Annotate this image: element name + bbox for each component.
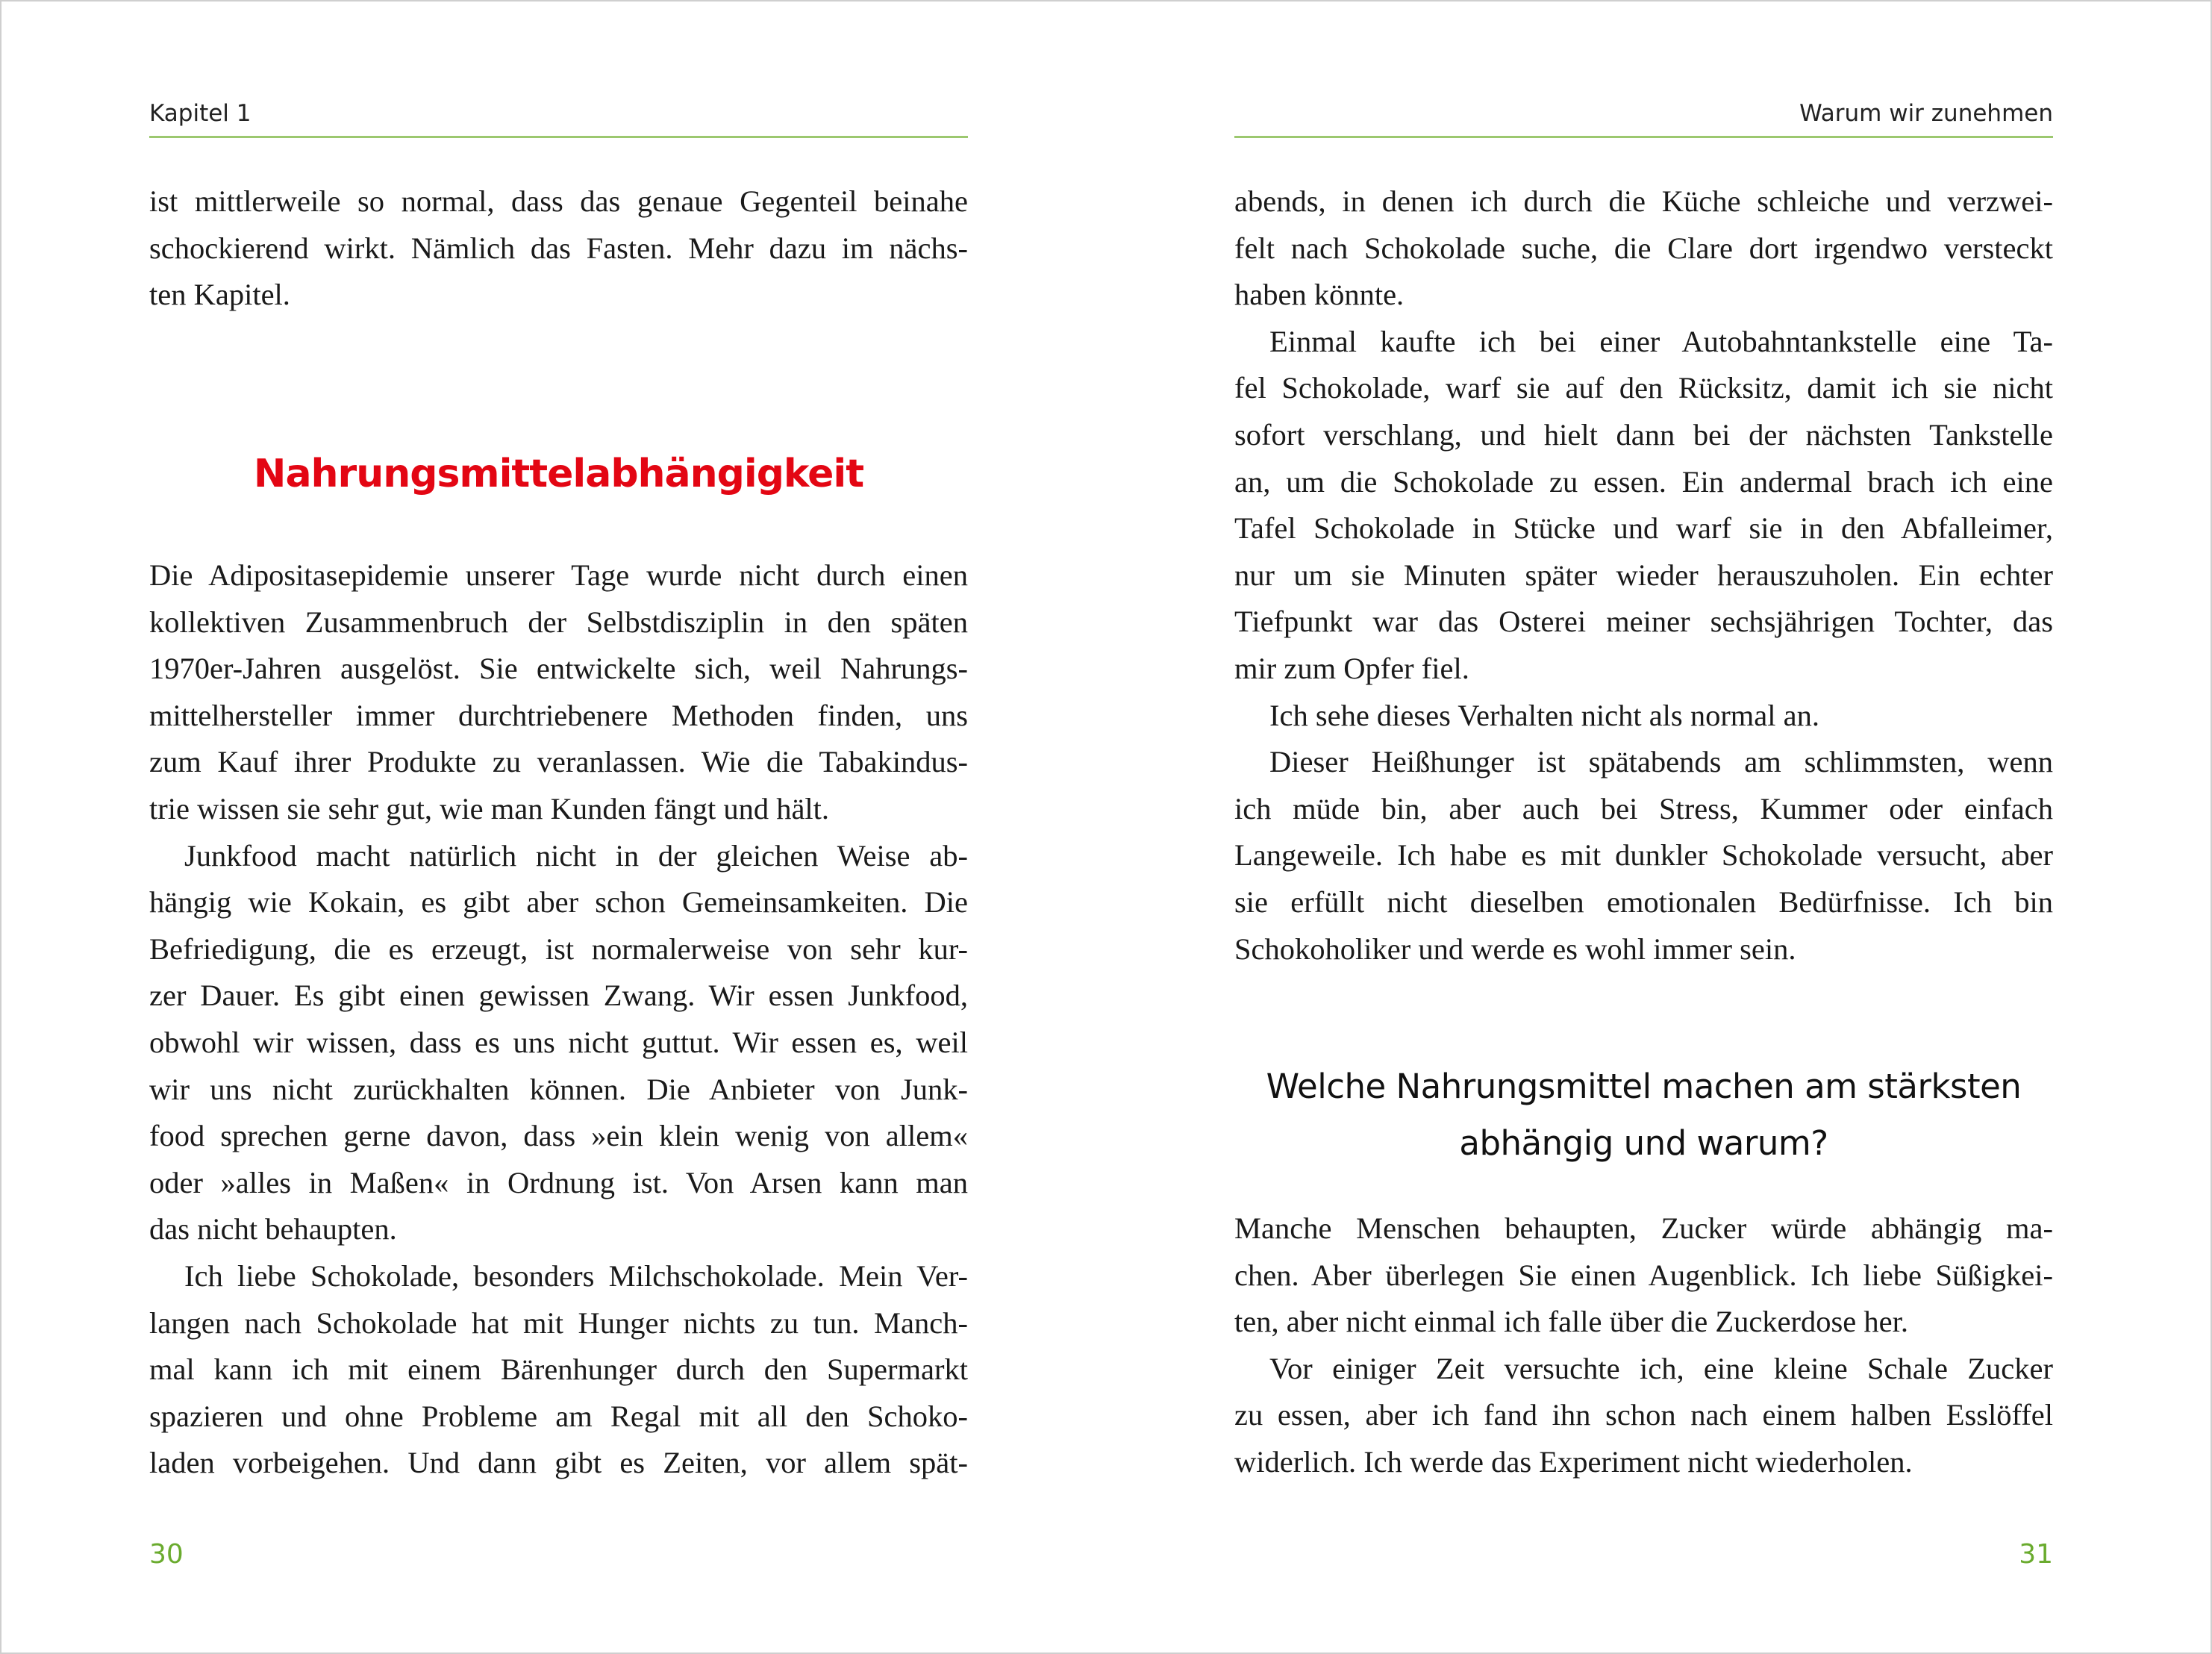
text-line: oder »alles in Maßen« in Ordnung ist. Von Arsen kann man	[149, 1165, 968, 1199]
text-line: Langeweile. Ich habe es mit dunkler Schokolade versucht, aber	[1234, 838, 2053, 873]
text-line: sofort verschlang, und hielt dann bei der nächsten Tankstelle	[1234, 417, 2053, 452]
paragraph	[1234, 693, 2053, 740]
paragraph	[1234, 739, 2053, 973]
paragraph	[1234, 319, 2053, 693]
running-head-right: Warum wir zunehmen	[1799, 100, 2053, 127]
subsection-heading	[1234, 1058, 2053, 1172]
text-line: mal kann ich mit einem Bärenhunger durch den Supermarkt	[149, 1352, 968, 1387]
text-line: laden vorbeigehen. Und dann gibt es Zeiten, vor allem spät-	[149, 1446, 968, 1480]
text-line: an, um die Schokolade zu essen. Ein andermal brach ich eine	[1234, 464, 2053, 499]
text-line: felt nach Schokolade suche, die Clare dort irgendwo versteckt	[1234, 231, 2053, 265]
text-line: langen nach Schokolade hat mit Hunger nichts zu tun. Manch-	[149, 1305, 968, 1340]
text-line: das nicht behaupten.	[149, 1212, 397, 1246]
paragraph	[149, 833, 968, 1253]
paragraph	[149, 552, 968, 833]
right-intro-text	[1234, 178, 2053, 973]
text-line: zu essen, aber ich fand ihn schon nach einem halben Esslöffel	[1234, 1398, 2053, 1432]
text-line: Einmal kaufte ich bei einer Autobahntankstelle eine Ta-	[1269, 324, 2053, 358]
subsection-heading-line: Welche Nahrungsmittel machen am stärksten	[1266, 1067, 2022, 1106]
text-line: ten Kapitel.	[149, 278, 290, 312]
text-line: kollektiven Zusammenbruch der Selbstdisziplin in den späten	[149, 605, 968, 639]
text-line: Ich sehe dieses Verhalten nicht als normal an.	[1269, 698, 1820, 732]
paragraph	[1234, 1346, 2053, 1486]
text-line: sie erfüllt nicht dieselben emotionalen Bedürfnisse. Ich bin	[1234, 884, 2053, 919]
text-line: wir uns nicht zurückhalten können. Die Anbieter von Junk-	[149, 1072, 968, 1106]
page-number-right: 31	[2019, 1539, 2053, 1570]
text-line: Vor einiger Zeit versuchte ich, eine kleine Schale Zucker	[1269, 1351, 2053, 1385]
text-line: schockierend wirkt. Nämlich das Fasten. Mehr dazu im nächs-	[149, 231, 968, 265]
paragraph	[1234, 1205, 2053, 1346]
page-number-left: 30	[149, 1539, 184, 1570]
text-line: Ich liebe Schokolade, besonders Milchschokolade. Mein Ver-	[184, 1258, 968, 1293]
text-line: ist mittlerweile so normal, dass das genaue Gegenteil beinahe	[149, 184, 968, 218]
text-line: Schokoholiker und werde es wohl immer sein.	[1234, 931, 1796, 966]
left-body-text	[149, 552, 968, 1487]
running-head-left: Kapitel 1	[149, 100, 251, 127]
paragraph	[1234, 178, 2053, 319]
text-line: mittelhersteller immer durchtriebenere Methoden finden, uns	[149, 698, 968, 732]
text-line: Junkfood macht natürlich nicht in der gleichen Weise ab-	[184, 838, 968, 873]
text-line: haben könnte.	[1234, 278, 1405, 312]
text-line: nur um sie Minuten später wieder herauszuholen. Ein echter	[1234, 558, 2053, 592]
text-line: Tafel Schokolade in Stücke und warf sie in den Abfalleimer,	[1234, 511, 2053, 546]
text-line: spazieren und ohne Probleme am Regal mit all den Schoko-	[149, 1399, 968, 1433]
text-line: obwohl wir wissen, dass es uns nicht guttut. Wir essen es, weil	[149, 1025, 968, 1059]
text-line: ten, aber nicht einmal ich falle über die Zuckerdose her.	[1234, 1305, 1908, 1339]
text-line: hängig wie Kokain, es gibt aber schon Gemeinsamkeiten. Die	[149, 885, 968, 920]
text-line: fel Schokolade, warf sie auf den Rücksitz, damit ich sie nicht	[1234, 371, 2053, 405]
header-rule-left	[149, 136, 968, 138]
text-line: ich müde bin, aber auch bei Stress, Kummer oder einfach	[1234, 791, 2053, 826]
text-line: Manche Menschen behaupten, Zucker würde abhängig ma-	[1234, 1211, 2053, 1245]
text-line: Die Adipositasepidemie unserer Tage wurde nicht durch einen	[149, 558, 968, 592]
right-body-text	[1234, 1205, 2053, 1486]
paragraph	[149, 178, 968, 319]
text-line: Dieser Heißhunger ist spätabends am schlimmsten, wenn	[1269, 745, 2053, 779]
text-line: mir zum Opfer fiel.	[1234, 651, 1469, 685]
text-line: trie wissen sie sehr gut, wie man Kunden fängt und hält.	[149, 791, 830, 826]
section-heading: Nahrungsmittelabhängigkeit	[253, 452, 864, 496]
text-line: Tiefpunkt war das Osterei meiner sechsjährigen Tochter, das	[1234, 605, 2053, 639]
subsection-heading-line: abhängig und warum?	[1459, 1123, 1828, 1163]
text-line: food sprechen gerne davon, dass »ein klein wenig von allem«	[149, 1119, 968, 1153]
paragraph	[149, 1253, 968, 1487]
text-line: widerlich. Ich werde das Experiment nicht wiederholen.	[1234, 1444, 1913, 1479]
header-rule-right	[1234, 136, 2053, 138]
text-line: 1970er-Jahren ausgelöst. Sie entwickelte sich, weil Nahrungs-	[149, 652, 968, 686]
left-intro-text	[149, 178, 968, 319]
text-line: abends, in denen ich durch die Küche schleiche und verzwei-	[1234, 184, 2053, 218]
text-line: chen. Aber überlegen Sie einen Augenblick. Ich liebe Süßigkei-	[1234, 1258, 2053, 1292]
text-line: zum Kauf ihrer Produkte zu veranlassen. Wie die Tabakindus-	[149, 745, 968, 779]
text-line: zer Dauer. Es gibt einen gewissen Zwang. Wir essen Junkfood,	[149, 979, 968, 1013]
text-line: Befriedigung, die es erzeugt, ist normalerweise von sehr kur-	[149, 931, 968, 966]
